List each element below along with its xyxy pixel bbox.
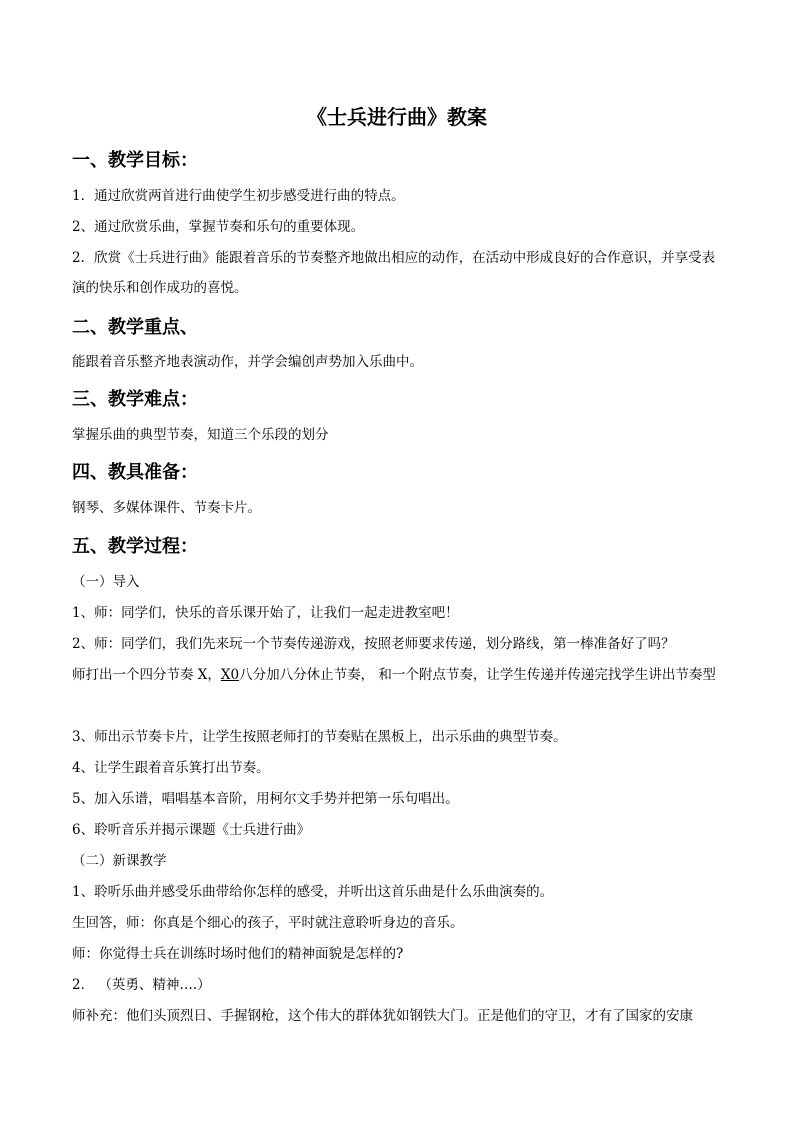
objective-item: 1．通过欣赏两首进行曲使学生初步感受进行曲的特点。 bbox=[72, 188, 405, 204]
subsection-label-intro: （一）导入 bbox=[72, 574, 140, 590]
section-heading-process: 五、教学过程： bbox=[72, 536, 198, 557]
process-line: 生回答，师：你真是个细心的孩子，平时就注意聆听身边的音乐。 bbox=[72, 915, 464, 931]
process-line: 2、师：同学们，我们先来玩一个节奏传递游戏，按照老师要求传递，划分路线，第一棒准备好了吗？ bbox=[72, 636, 675, 652]
document-title: 《士兵进行曲》教案 bbox=[307, 105, 487, 129]
process-line: 师：你觉得士兵在训练时场时他们的精神面貌是怎样的? bbox=[72, 946, 404, 962]
objective-item: 2、通过欣赏乐曲，掌握节奏和乐句的重要体现。 bbox=[72, 219, 365, 235]
section-heading-key-points: 二、教学重点、 bbox=[72, 317, 198, 338]
section-heading-materials: 四、教具准备： bbox=[72, 462, 198, 483]
rhythm-symbol: X0 bbox=[220, 667, 240, 683]
process-line-rhythm bbox=[72, 660, 727, 690]
materials-text: 钢琴、多媒体课件、节奏卡片。 bbox=[72, 500, 261, 516]
key-points-text: 能跟着音乐整齐地表演动作，并学会编创声势加入乐曲中。 bbox=[72, 354, 423, 370]
process-line: 6、聆听音乐并揭示课题《士兵进行曲》 bbox=[72, 822, 311, 838]
process-line: 4、让学生跟着音乐箕打出节奏。 bbox=[72, 760, 270, 776]
process-line: 3、师出示节奏卡片，让学生按照老师打的节奏贴在黑板上，出示乐曲的典型节奏。 bbox=[72, 729, 567, 745]
process-line: 1、师：同学们，快乐的音乐课开始了，让我们一起走进教室吧！ bbox=[72, 605, 459, 621]
difficulties-text: 掌握乐曲的典型节奏，知道三个乐段的划分 bbox=[72, 427, 329, 443]
subsection-label-new-lesson: （二）新课教学 bbox=[72, 853, 167, 869]
objective-item: 2．欣赏《士兵进行曲》能跟着音乐的节奏整齐地做出相应的动作，在活动中形成良好的合作意识，并享受表演的快乐和创作成功的喜悦。 bbox=[72, 250, 716, 296]
rhythm-text-post: 八分加八分休止节奏， 和一个附点节奏，让学生传递并传递完找学生讲出节奏型 bbox=[239, 667, 716, 683]
process-line: 1、聆听乐曲并感受乐曲带给你怎样的感受，并听出这首乐曲是什么乐曲演奏的。 bbox=[72, 884, 554, 900]
process-line: 师补充：他们头顶烈日、手握钢枪，这个伟大的群体犹如钢铁大门。正是他们的守卫，才有了国家的安康 bbox=[72, 1008, 693, 1024]
process-line: 2． （英勇、精神….） bbox=[72, 977, 211, 993]
section-heading-difficulties: 三、教学难点： bbox=[72, 389, 198, 410]
rhythm-text-pre: 师打出一个四分节奏 X， bbox=[72, 667, 221, 683]
process-line: 5、加入乐谱，唱唱基本音阶，用柯尔文手势并把第一乐句唱出。 bbox=[72, 791, 459, 807]
section-heading-objectives: 一、教学目标： bbox=[72, 150, 198, 171]
